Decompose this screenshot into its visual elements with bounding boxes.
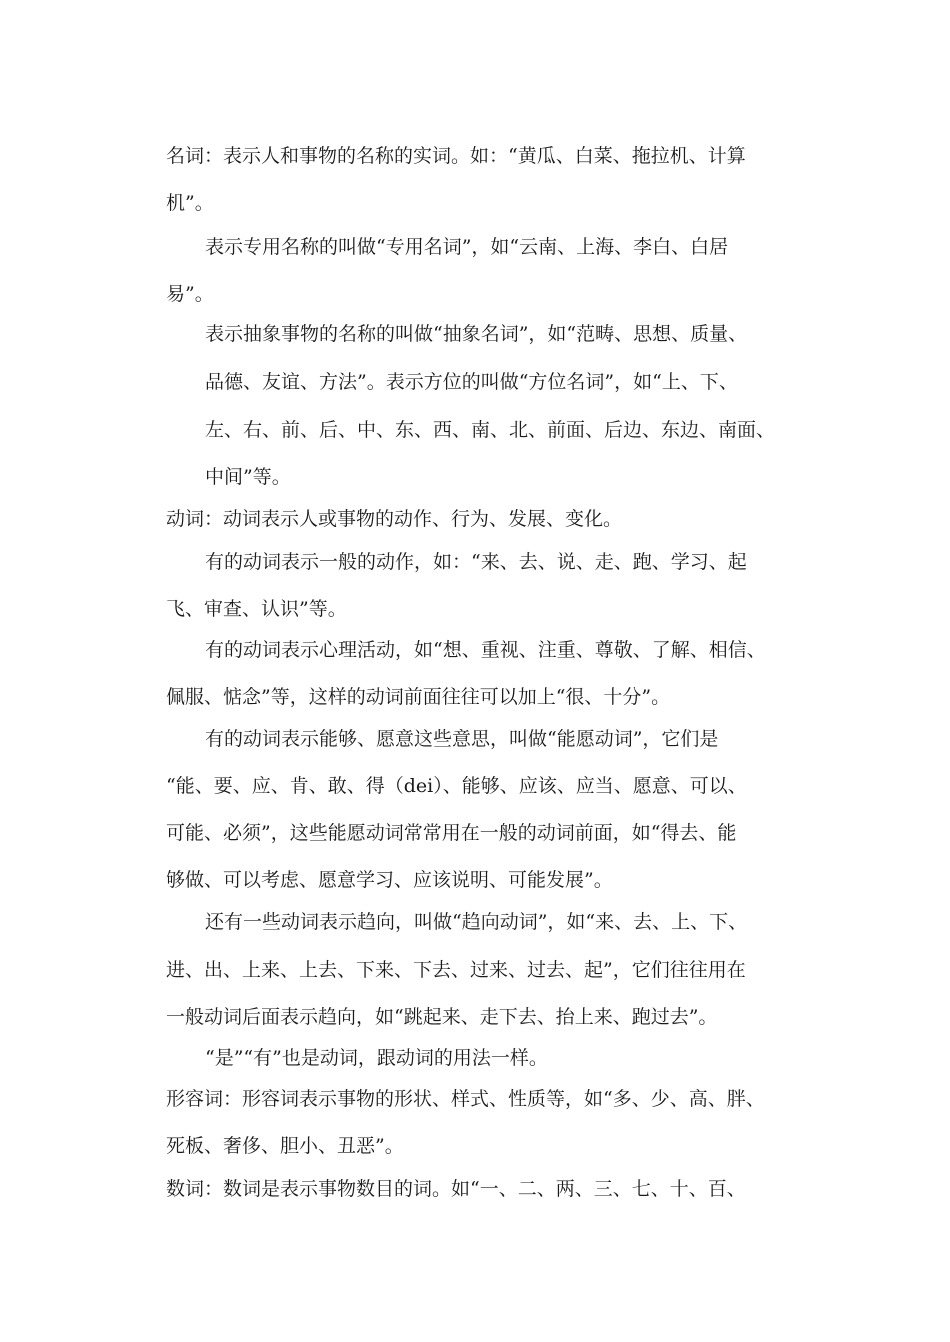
text-line: 表示专用名称的叫做“专用名词”，如“云南、上海、李白、白居 (205, 236, 729, 258)
text-line: “能、要、应、肯、敢、得（dei）、能够、应该、应当、愿意、可以、 (166, 775, 747, 797)
text-line: 有的动词表示一般的动作，如：“来、去、说、走、跑、学习、起 (205, 551, 747, 573)
text-line: 有的动词表示能够、愿意这些意思，叫做“能愿动词”，它们是 (205, 728, 719, 750)
text-line: 佩服、惦念”等，这样的动词前面往往可以加上“很、十分”。 (166, 686, 671, 708)
text-line: 数词：数词是表示事物数目的词。如“一、二、两、三、七、十、百、 (166, 1178, 746, 1200)
text-line: 进、出、上来、上去、下来、下去、过来、过去、起”，它们往往用在 (166, 959, 746, 981)
text-line: 中间”等。 (205, 466, 291, 488)
text-line: 形容词：形容词表示事物的形状、样式、性质等，如“多、少、高、胖、 (166, 1088, 765, 1110)
text-line: 品德、友谊、方法”。表示方位的叫做“方位名词”，如“上、下、 (205, 371, 738, 393)
text-line: 易”。 (166, 283, 214, 305)
text-line: 左、右、前、后、中、东、西、南、北、前面、后边、东边、南面、 (205, 419, 776, 441)
text-line: 动词：动词表示人或事物的动作、行为、发展、变化。 (166, 508, 623, 530)
text-line: 死板、奢侈、胆小、丑恶”。 (166, 1135, 404, 1157)
text-line: 名词：表示人和事物的名称的实词。如：“黄瓜、白菜、拖拉机、计算 (166, 145, 746, 167)
text-line: 飞、审查、认识”等。 (166, 598, 347, 620)
text-line: 可能、必须”，这些能愿动词常常用在一般的动词前面，如“得去、能 (166, 822, 737, 844)
text-line: 机”。 (166, 192, 214, 214)
text-line: 表示抽象事物的名称的叫做“抽象名词”，如“范畴、思想、质量、 (205, 323, 748, 345)
text-line: 一般动词后面表示趋向，如“跳起来、走下去、抬上来、跑过去”。 (166, 1006, 718, 1028)
text-line: 够做、可以考虑、愿意学习、应该说明、可能发展”。 (166, 869, 613, 891)
text-line: “是”“有”也是动词，跟动词的用法一样。 (205, 1047, 548, 1069)
text-line: 有的动词表示心理活动，如“想、重视、注重、尊敬、了解、相信、 (205, 639, 766, 661)
text-line: 还有一些动词表示趋向，叫做“趋向动词”，如“来、去、上、下、 (205, 911, 748, 933)
